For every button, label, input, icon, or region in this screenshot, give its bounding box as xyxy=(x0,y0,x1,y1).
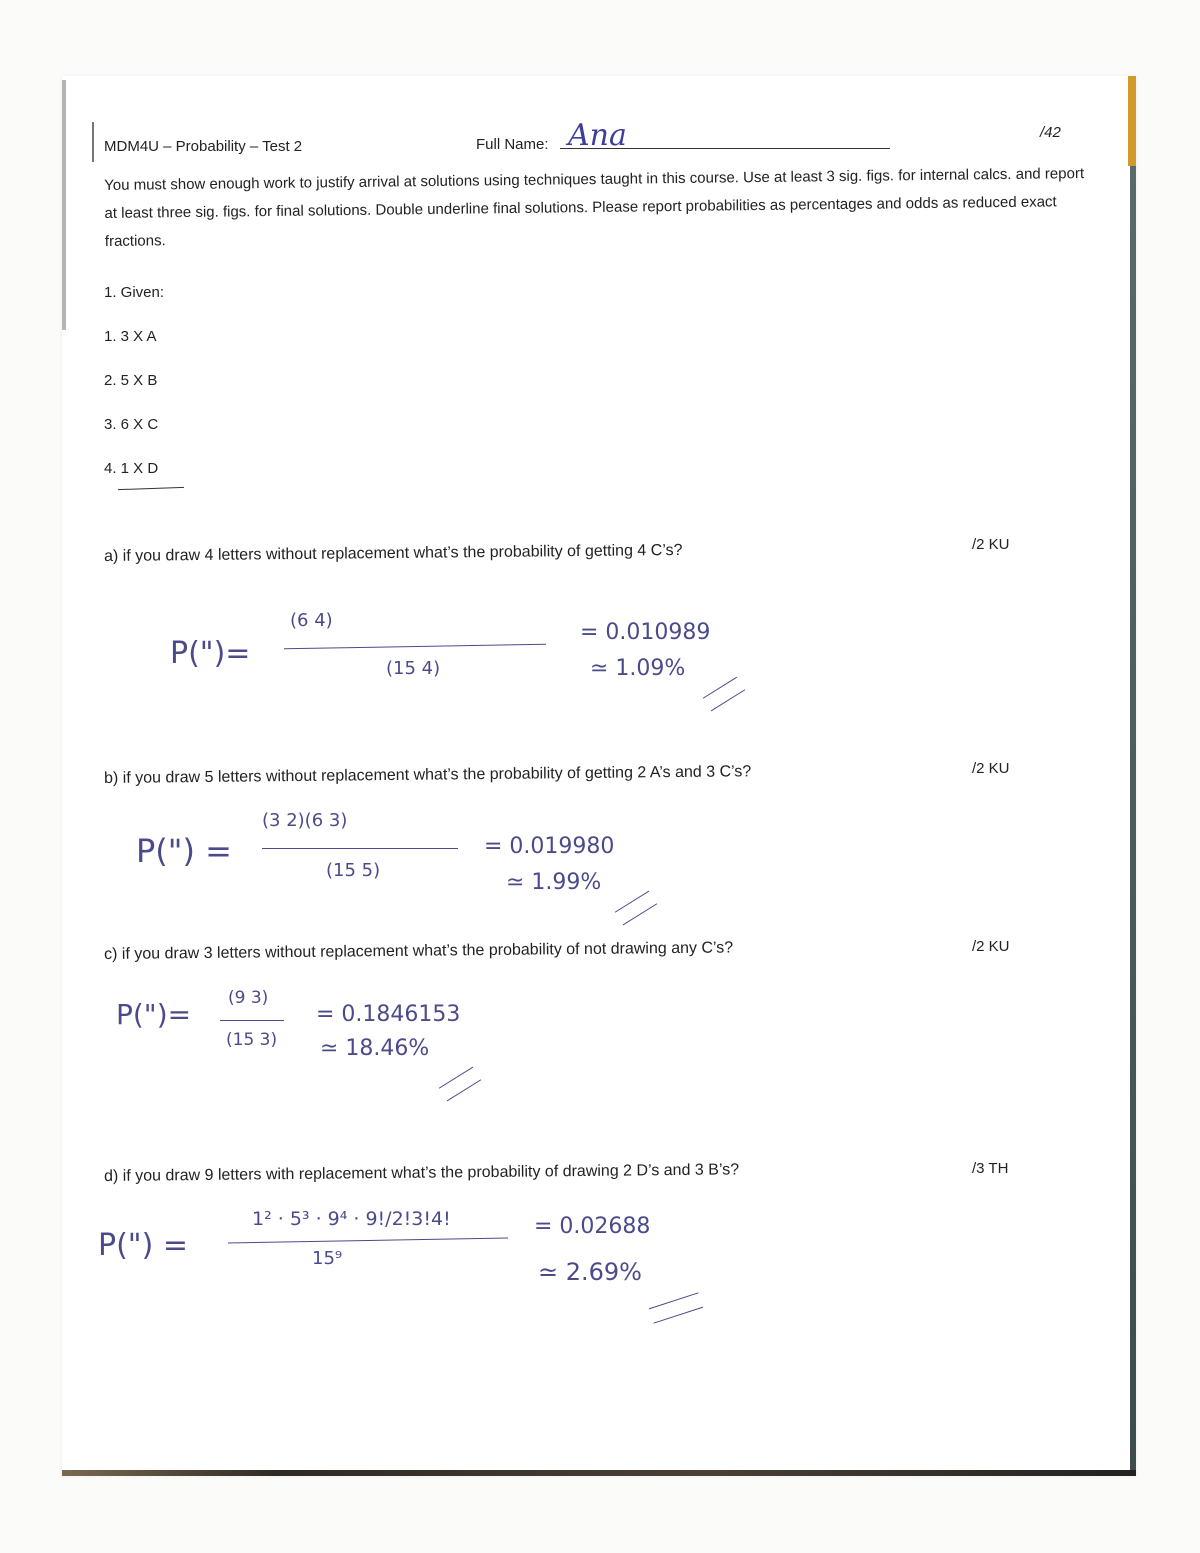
question-a: a) if you draw 4 letters without replacement what’s the probability of getting 4 C’s? xyxy=(104,541,683,565)
question-c: c) if you draw 3 letters without replacement what’s the probability of not drawing any C’s? xyxy=(104,939,734,963)
work-c-decimal: = 0.1846153 xyxy=(316,1002,461,1027)
binder-edge-top xyxy=(1128,76,1136,166)
work-a-percent: ≃ 1.09% xyxy=(590,656,686,681)
marks-a: /2 KU xyxy=(972,536,1010,553)
marks-b: /2 KU xyxy=(972,760,1010,777)
fraction-bar xyxy=(220,1020,284,1021)
work-b-decimal: = 0.019980 xyxy=(484,834,615,859)
work-a-lhs: P(")= xyxy=(170,636,251,671)
name-label: Full Name: xyxy=(476,136,549,153)
given-item: 3. 6 X C xyxy=(104,416,159,433)
given-item: 4. 1 X D xyxy=(104,460,159,477)
instructions: You must show enough work to justify arrival at solutions using techniques taught in this course. Use at least 3 sig. figs. for internal calcs. and report at least three sig. figs. for final solutions. Double underline final solutions. Please report probabilities as percentages and odds as reduced exact fractions. xyxy=(104,165,1085,250)
work-b-lhs: P(") = xyxy=(136,832,232,870)
course-title: MDM4U – Probability – Test 2 xyxy=(104,138,303,155)
work-d-denominator: 15⁹ xyxy=(312,1248,343,1269)
work-b-percent: ≃ 1.99% xyxy=(506,870,602,895)
paper-left-shadow xyxy=(62,80,66,330)
work-d-numerator: 1² · 5³ · 9⁴ · 9!/2!3!4! xyxy=(252,1208,451,1230)
header-margin-line xyxy=(92,122,94,162)
name-handwritten: Ana xyxy=(568,118,627,153)
total-marks: /42 xyxy=(1040,124,1061,141)
work-a-numerator: (6 4) xyxy=(290,610,333,631)
work-c-denominator: (15 3) xyxy=(226,1030,278,1050)
work-a-denominator: (15 4) xyxy=(386,658,441,679)
work-b-denominator: (15 5) xyxy=(326,860,381,881)
given-item: 2. 5 X B xyxy=(104,372,158,389)
marks-d: /3 TH xyxy=(972,1160,1009,1177)
paper-bottom-edge xyxy=(62,1470,1136,1476)
work-d-decimal: = 0.02688 xyxy=(534,1214,651,1239)
fraction-bar xyxy=(262,848,458,849)
question-b: b) if you draw 5 letters without replacement what’s the probability of getting 2 A’s and 3 C’s? xyxy=(104,763,752,787)
work-a-decimal: = 0.010989 xyxy=(580,620,711,645)
work-d-lhs: P(") = xyxy=(98,1228,188,1263)
question-d: d) if you draw 9 letters with replacement what’s the probability of drawing 2 D’s and 3 B’s? xyxy=(104,1161,740,1185)
work-b-numerator: (3 2)(6 3) xyxy=(262,810,348,831)
given-item: 1. 3 X A xyxy=(104,328,157,345)
work-c-lhs: P(")= xyxy=(116,998,192,1031)
work-d-percent: ≃ 2.69% xyxy=(538,1258,642,1286)
question-1-label: 1. Given: xyxy=(104,284,165,301)
work-c-percent: ≃ 18.46% xyxy=(320,1036,430,1061)
work-c-numerator: (9 3) xyxy=(228,988,269,1008)
binder-edge xyxy=(1130,166,1136,1476)
marks-c: /2 KU xyxy=(972,938,1010,955)
